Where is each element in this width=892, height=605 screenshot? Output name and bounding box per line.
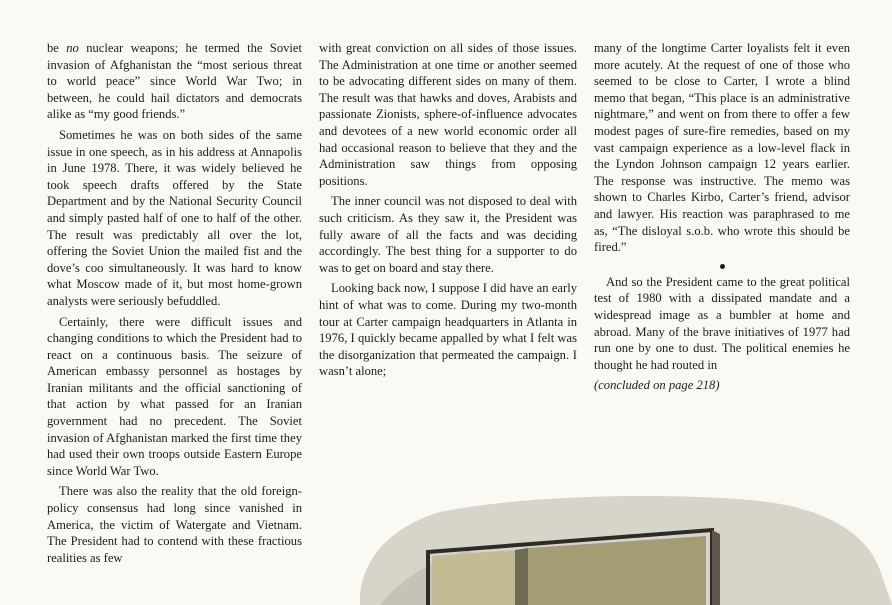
illustration-door-edge [515, 548, 528, 605]
paragraph: be no nuclear weapons; he termed the Soviet invasion of Afghanistan the “most serious threat to world peace” since World War Two; in between, he could hail dictators and democrats alike as “my good friends.” [47, 41, 302, 122]
paragraph: many of the longtime Carter loyalists felt it even more acutely. At the request of one of those who seemed to be close to Carter, I wrote a blind memo that began, “This place is an administrative nightmare,” and went on from there to offer a few modest pages of sure-fire remedies, based on my vast campaign experience as a low-level flack in the Lyndon Johnson campaign 12 years earlier. The response was instructive. The memo was shown to Charles Kirbo, Carter’s friend, advisor and lawyer. His reaction was paraphrased to me as, “The disloyal s.o.b. who wrote this should be fired.” [594, 41, 850, 255]
article-column-2 [319, 40, 577, 384]
continuation-note: (concluded on page 218) [594, 378, 720, 393]
paragraph: And so the President came to the great political test of 1980 with a dissipated mandate and a widespread image as a bumbler at home and abroad. Many of the brave initiatives of 1977 had run one by one to dust. The political enemies he thought he had routed in [594, 274, 850, 372]
illustration-door-right [528, 536, 706, 605]
article-column-1 [47, 40, 302, 570]
article-column-3 [594, 40, 850, 398]
emphasis: no [66, 41, 79, 55]
illustration-door-left [432, 550, 515, 605]
paragraph: There was also the reality that the old foreign-policy consensus had long since vanished in America, the victim of Watergate and Vietnam. The President had to contend with these fractious realities as few [47, 484, 302, 565]
illustration-floor-shade [712, 530, 720, 605]
paragraph: with great conviction on all sides of those issues. The Administration at one time or another seemed to be advocating different sides on many of them. The result was that hawks and doves, Arabists and passionate Zionists, sphere-of-influence advocates and devotees of a new world economic order all had occasional reason to believe that they and the Administration saw things from opposing positions. [319, 41, 577, 188]
paragraph: Sometimes he was on both sides of the same issue in one speech, as in his address at Annapolis in June 1978. There, it was widely believed he took speech drafts offered by the State Department and by the National Security Council and simply pasted half of one to half of the other. The result was predictably all over the lot, offering the Soviet Union the mailed fist and the dove’s coo simultaneously. It was hard to know what Moscow made of it, but most home-grown analysts were seriously befuddled. [47, 127, 302, 308]
section-break-bullet [594, 260, 850, 270]
door-illustration [320, 490, 892, 605]
paragraph: The inner council was not disposed to deal with such criticism. As they saw it, the President was fully aware of all the facts and was deciding accordingly. The best thing for a supporter to do was to get on board and stay there. [319, 194, 577, 275]
paragraph: Certainly, there were difficult issues and changing conditions to which the President had to react on a continuous basis. The seizure of American embassy personnel as hostages by Iranian militants and the official sanctioning of that action by what passed for an Iranian government had no precedent. The Soviet invasion of Afghanistan marked the first time they had used their own troops outside Eastern Europe since World War Two. [47, 314, 302, 478]
paragraph: Looking back now, I suppose I did have an early hint of what was to come. During my two-month tour at Carter campaign headquarters in Atlanta in 1976, I quickly became appalled by what I felt was the disorganization that permeated the campaign. I wasn’t alone; [319, 281, 577, 379]
